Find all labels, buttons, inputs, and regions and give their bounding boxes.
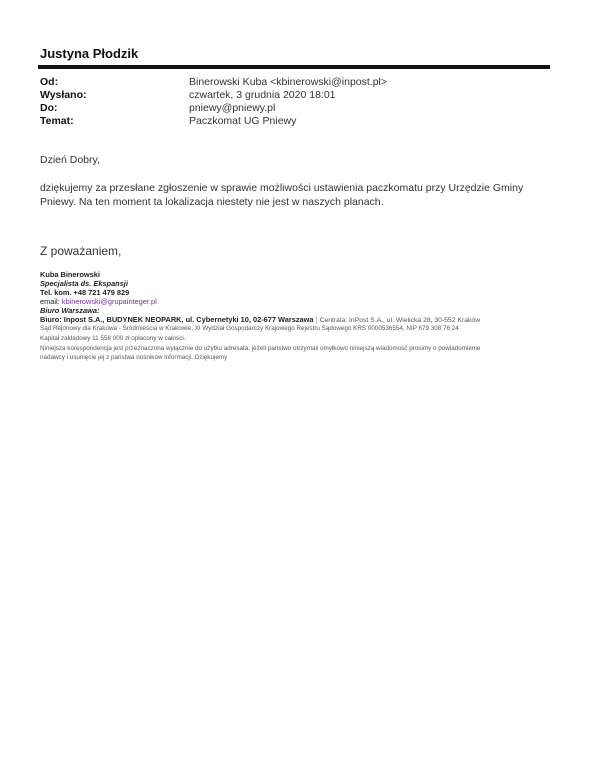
greeting: Dzień Dobry, (40, 154, 100, 166)
footer-disclaimer-1: Niniejsza korespondencja jest przeznaczona wyłącznie do użytku adresata, jeżeli państwo otrzymali omyłkowo niniejszą wiadomość prosimy o powiadomienie (40, 345, 481, 352)
sent-label: Wysłano: (40, 89, 87, 101)
signature-separator: | (313, 315, 320, 324)
signature-email-line (40, 297, 157, 306)
closing: Z poważaniem, (40, 244, 122, 258)
signature-email-label: email: (40, 297, 62, 306)
signature-office-address: Biuro: Inpost S.A., BUDYNEK NEOPARK, ul. Cybernetyki 10, 02-677 Warszawa (40, 315, 314, 324)
footer-registry: Sąd Rejonowy dla Krakowa - Śródmieścia w Krakowie, XI Wydział Gospodarczy Krajowego Rejestru Sądowego KRS 0000536554, NIP 679 308 76 24 (40, 325, 459, 332)
signature-name: Kuba Binerowski (40, 270, 100, 279)
signature-office-label: Biuro Warszawa: (40, 306, 100, 315)
to-value: pniewy@pniewy.pl (189, 102, 276, 114)
document-owner-name: Justyna Płodzik (40, 46, 139, 61)
signature-hq: Centrala: InPost S.A., ul. Wielicka 28, 30-552 Kraków (319, 317, 481, 324)
header-divider (38, 65, 550, 69)
message-paragraph: dziękujemy za przesłane zgłoszenie w sprawie możliwości ustawienia paczkomatu przy Urzędzie Gminy Pniewy. Na ten moment ta lokalizacja niestety nie jest w naszych planach. (40, 182, 524, 208)
signature-address-line (40, 315, 480, 324)
footer-disclaimer-2: nadawcy i usunięcie jej z państwa nośników informacji. Dziękujemy (40, 354, 228, 361)
footer-capital: Kapitał zakładowy 11 558 000 zł opłacony w całości. (40, 335, 186, 342)
signature-title: Specjalista ds. Ekspansji (40, 279, 128, 288)
to-label: Do: (40, 102, 58, 114)
signature-email-link[interactable]: kbinerowski@grupainteger.pl (61, 297, 157, 306)
subject-label: Temat: (40, 115, 74, 127)
from-label: Od: (40, 76, 59, 88)
signature-phone: Tel. kom. +48 721 479 829 (40, 288, 130, 297)
from-value: Binerowski Kuba <kbinerowski@inpost.pl> (189, 76, 388, 88)
sent-value: czwartek, 3 grudnia 2020 18:01 (189, 89, 336, 101)
subject-value: Paczkomat UG Pniewy (189, 115, 297, 127)
